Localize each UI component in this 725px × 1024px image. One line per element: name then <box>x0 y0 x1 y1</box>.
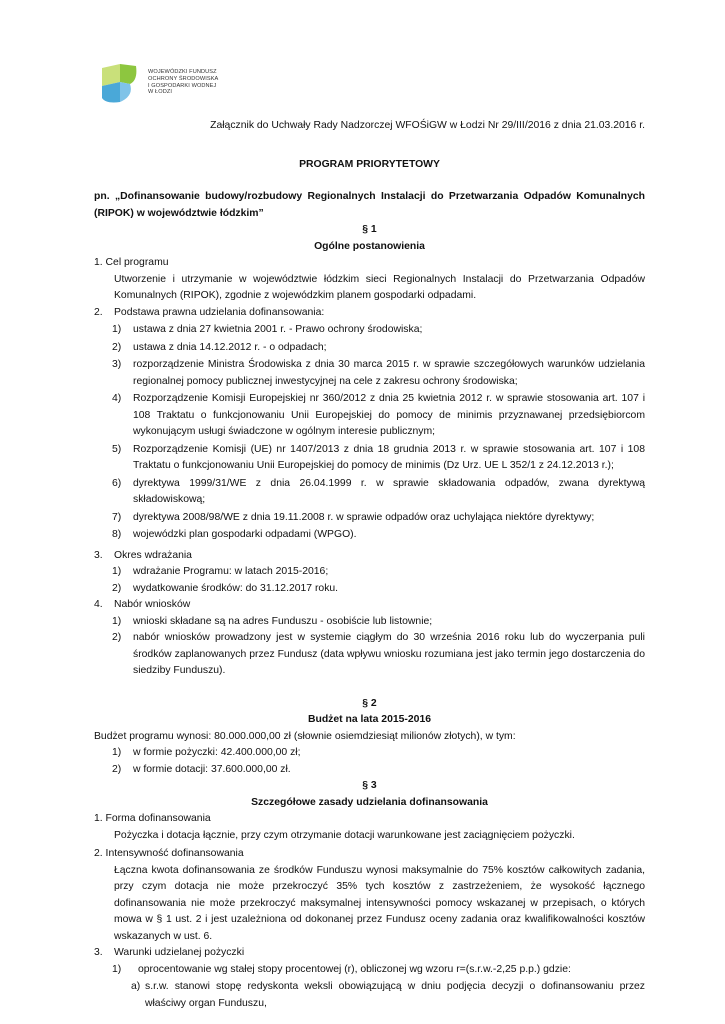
item-label: Warunki udzielanej pożyczki <box>114 947 245 958</box>
section-1-number: § 1 <box>362 224 377 235</box>
document-title: PROGRAM PRIORYTETOWY <box>299 158 440 170</box>
item-number: 2) <box>112 582 122 594</box>
list-item <box>94 340 645 357</box>
item-number: 6) <box>112 477 122 489</box>
item-text: w formie pożyczki: 42.400.000,00 zł; <box>133 747 301 758</box>
item-number: 1) <box>112 615 122 627</box>
section-3-number: § 3 <box>362 780 377 791</box>
s1-item2 <box>94 305 645 322</box>
s3-item2-label: 2. Intensywność dofinansowania <box>94 848 244 859</box>
document-body <box>94 118 645 1012</box>
item-text: Rozporządzenie Komisji Europejskiej nr 360/2012 z dnia 25 kwietnia 2012 r. w sprawie stosowania art. 107 i 108 Traktatu o funkcjonowaniu Unii Europejskiej do pomocy de minimis przyznawanej przedsiębiorcom wykonującym usługi świadczone w ogólnym interesie publicznym; <box>133 393 645 437</box>
item-text: w formie dotacji: 37.600.000,00 zł. <box>133 763 291 775</box>
list-item <box>94 564 645 581</box>
s3-item1-label: 1. Forma dofinansowania <box>94 813 211 824</box>
section-2-number: § 2 <box>362 697 377 709</box>
s1-item1-label: 1. Cel programu <box>94 257 169 268</box>
list-item <box>94 614 645 631</box>
list-item <box>94 357 645 390</box>
section-1-heading: Ogólne postanowienia <box>314 240 425 252</box>
s1-item1-text: Utworzenie i utrzymanie w województwie łódzkim sieci Regionalnych Instalacji do Przetwarzania Odpadów Komunalnych (RIPOK), zgodnie z wojewódzkim planem gospodarki odpadami. <box>114 273 645 301</box>
header-note: Załącznik do Uchwały Rady Nadzorczej WFOŚiGW w Łodzi Nr 29/III/2016 z dnia 21.03.2016 r. <box>210 120 645 131</box>
item-number: 2. <box>94 306 103 318</box>
item-text: dyrektywa 1999/31/WE z dnia 26.04.1999 r. w sprawie składowania odpadów, zwana dyrektywą składowiskową; <box>133 477 645 505</box>
item-number: a) <box>131 981 141 992</box>
item-text: wydatkowanie środków: do 31.12.2017 roku. <box>133 582 339 594</box>
list-item <box>94 581 645 598</box>
item-text: wojewódzki plan gospodarki odpadami (WPGO). <box>133 529 357 540</box>
item-text: ustawa z dnia 27 kwietnia 2001 r. - Prawo ochrony środowiska; <box>133 324 423 335</box>
item-label: Nabór wniosków <box>114 599 191 610</box>
item-number: 3) <box>112 359 122 370</box>
legal-basis-list <box>94 322 645 544</box>
list-item <box>94 442 645 475</box>
section-3-heading: Szczegółowe zasady udzielania dofinansowania <box>251 796 488 808</box>
s3-item1-text: Pożyczka i dotacja łącznie, przy czym otrzymanie dotacji warunkowane jest zaciągnięciem pożyczki. <box>114 829 575 841</box>
list-item <box>94 630 645 680</box>
logo-line: OCHRONY ŚRODOWISKA <box>148 75 219 82</box>
item-label: Okres wdrażania <box>114 549 192 561</box>
logo-line: W ŁODZI <box>148 89 173 96</box>
list-item <box>94 762 645 779</box>
item-text: rozporządzenie Ministra Środowiska z dnia 30 marca 2015 r. w sprawie szczegółowych warunków udzielania regionalnej pomocy publicznej inwestycyjnej na cele z zakresu ochrony środowiska; <box>133 359 645 387</box>
list-item <box>94 510 645 527</box>
item-number: 8) <box>112 529 122 540</box>
item-text: dyrektywa 2008/98/WE z dnia 19.11.2008 r. w sprawie odpadów oraz uchylająca niektóre dyrektywy; <box>133 511 595 523</box>
s1-item4 <box>94 597 645 614</box>
item-number: 2) <box>112 763 122 775</box>
logo-line: WOJEWÓDZKI FUNDUSZ <box>148 69 217 75</box>
list-item <box>94 979 645 1012</box>
item-number: 3. <box>94 549 103 561</box>
item-text: ustawa z dnia 14.12.2012 r. - o odpadach; <box>133 341 327 353</box>
item-number: 2) <box>112 341 122 353</box>
item-number: 1) <box>112 566 122 577</box>
item-number: 1) <box>112 747 122 758</box>
s1-item3 <box>94 548 645 565</box>
item-number: 4. <box>94 599 103 610</box>
item-text: s.r.w. stanowi stopę redyskonta weksli obowiązującą w dniu podjęcia decyzji o dofinansowaniu przez właściwy organ Funduszu, <box>145 981 645 1009</box>
item-text: Rozporządzenie Komisji (UE) nr 1407/2013 z dnia 18 grudnia 2013 r. w sprawie stosowania art. 107 i 108 Traktatu o funkcjonowaniu Unii Europejskiej do pomocy de minimis (Dz Urz. UE L 352/1 z 24.12.2013 r.); <box>133 443 645 471</box>
s3-item3 <box>94 945 645 962</box>
list-item <box>94 391 645 441</box>
item-text: wnioski składane są na adres Funduszu - osobiście lub listownie; <box>133 615 433 627</box>
item-text: wdrażanie Programu: w latach 2015-2016; <box>133 566 329 577</box>
item-number: 4) <box>112 393 122 404</box>
logo-line: I GOSPODARKI WODNEJ <box>148 82 217 89</box>
item-number: 1) <box>112 324 122 335</box>
s3-item2-text: Łączna kwota dofinansowania ze środków Funduszu wynosi maksymalnie do 75% kosztów całkowitych zadania, przy czym dotacja nie może przekroczyć 35% tych kosztów z zastrzeżeniem, że wysokość łącznego dofinansowania nie może przekroczyć maksymalnej intensywności pomocy wskazanej w przepisach, o których mowa w § 1 ust. 2 i jest uzależniona od dokonanej przez Fundusz oceny zadania oraz kwalifikowalności kosztów wskazanych w ust. 6. <box>114 864 645 942</box>
logo-text <box>148 69 218 96</box>
item-number: 1) <box>112 963 122 975</box>
fund-logo <box>98 62 238 106</box>
item-number: 7) <box>112 511 122 523</box>
item-label: Podstawa prawna udzielania dofinansowania: <box>114 306 325 318</box>
list-item <box>94 322 645 339</box>
budget-text: Budżet programu wynosi: 80.000.000,00 zł (słownie osiemdziesiąt milionów złotych), w tym: <box>94 730 516 742</box>
list-item <box>94 476 645 509</box>
section-2-heading: Budżet na lata 2015-2016 <box>307 714 431 725</box>
list-item <box>94 962 645 979</box>
item-number: 3. <box>94 947 103 958</box>
item-text: oprocentowanie wg stałej stopy procentowej (r), obliczonej wg wzoru r=(s.r.w.-2,25 p.p.) gdzie: <box>138 963 571 975</box>
item-text: nabór wniosków prowadzony jest w systemie ciągłym do 30 września 2016 roku lub do wyczerpania puli środków zaplanowanych przez Fundusz (data wpływu wniosku rozumiana jest jako termin jego dostarczenia do siedziby Funduszu). <box>133 632 645 676</box>
logo-emblem-icon <box>98 62 142 106</box>
item-number: 5) <box>112 443 122 455</box>
list-item <box>94 527 645 544</box>
list-item <box>94 745 645 762</box>
item-number: 2) <box>112 632 122 643</box>
document-subtitle: pn. „Dofinansowanie budowy/rozbudowy Regionalnych Instalacji do Przetwarzania Odpadów Komunalnych (RIPOK) w województwie łódzkim” <box>94 191 645 219</box>
